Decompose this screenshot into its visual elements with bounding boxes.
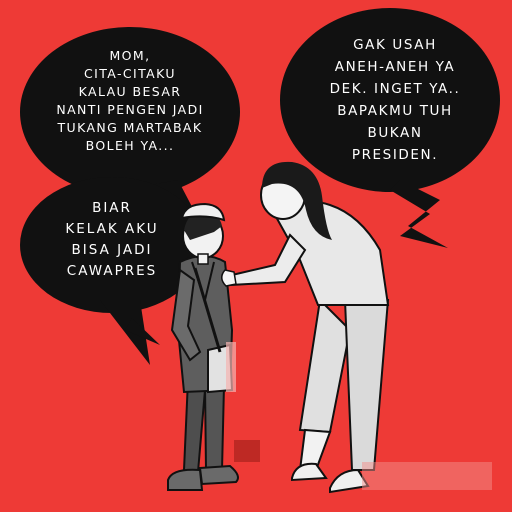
child-top-bubble-text xyxy=(30,47,230,155)
child-bottom-bubble-text xyxy=(32,198,192,282)
bubble-line: BUKAN xyxy=(367,125,423,141)
bubble-line: BISA JADI xyxy=(71,242,153,258)
bubble-line: ANEH-ANEH YA xyxy=(334,59,456,75)
bubble-line: KALAU BESAR xyxy=(78,84,182,99)
bubble-line: BAPAKMU TUH xyxy=(337,103,453,119)
bubble-line: NANTI PENGEN JADI xyxy=(56,102,204,117)
bubble-line: GAK USAH xyxy=(353,37,437,53)
bubble-line: BIAR xyxy=(92,200,132,216)
bubble-line: MOM, xyxy=(109,48,151,63)
bubble-line: CAWAPRES xyxy=(66,263,158,279)
bubble-line: PRESIDEN. xyxy=(351,147,439,163)
bubble-line: BOLEH YA... xyxy=(85,138,175,153)
bubble-line: TUKANG MARTABAK xyxy=(57,120,203,135)
bubble-line: DEK. INGET YA.. xyxy=(329,81,461,97)
bubble-line: CITA-CITAKU xyxy=(84,66,176,81)
bubble-line: KELAK AKU xyxy=(65,221,159,237)
mother-bubble-text xyxy=(305,34,485,166)
